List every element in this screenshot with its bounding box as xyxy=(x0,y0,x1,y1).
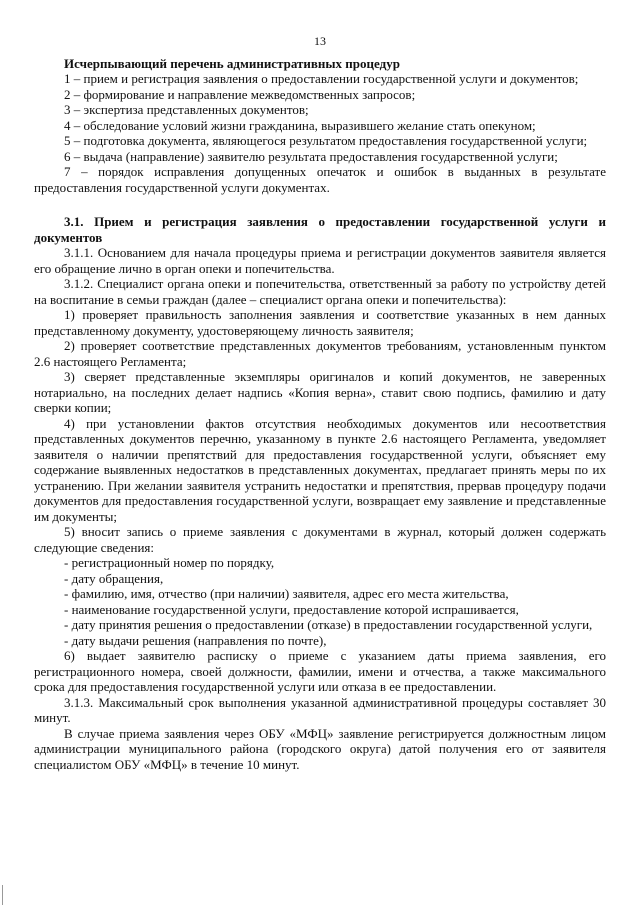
step-item: 1) проверяет правильность заполнения заявления и соответствие указанных в нем данных представленному документу, удостоверяющему личность заявителя; xyxy=(34,307,606,338)
procedure-item: 3 – экспертиза представленных документов; xyxy=(64,102,309,117)
journal-item: - регистрационный номер по порядку, xyxy=(64,555,275,570)
step-item-6: 6) выдает заявителю расписку о приеме с указанием даты приема заявления, его регистрационного номера, своей должности, фамилии, имени и отчества, а также максимального срока для предоставления государственной услуги или отказа в ее предоставлении. xyxy=(34,648,606,694)
scan-edge-mark xyxy=(2,885,3,905)
paragraph-mfc: В случае приема заявления через ОБУ «МФЦ» заявление регистрируется должностным лицом администрации муниципального района (городского округа) датой получения его от заявителя специалистом ОБУ «МФЦ» в течение 10 минут. xyxy=(34,725,606,772)
procedure-item: 7 – порядок исправления допущенных опечаток и ошибок в выданных в результате предоставления государственной услуги документах. xyxy=(34,164,606,195)
step-item: 4) при установлении фактов отсутствия необходимых документов или несоответствия представленных документов перечню, указанному в пункте 2.6 настоящего Регламента, уведомляет заявителя о наличии препятствий для предоставления государственной услуги, объясняет ему содержание выявленных недостатков в представленных документах, предлагает принять меры по их устранению. При желании заявителя устранить недостатки и препятствия, прервав процедуру подачи документов для предоставления государственной услуги, возвращает ему заявление и представленные им документы; xyxy=(34,415,606,524)
journal-item: - фамилию, имя, отчество (при наличии) заявителя, адрес его места жительства, xyxy=(64,586,509,601)
journal-item: - дату выдачи решения (направления по почте), xyxy=(64,632,327,648)
procedure-item: 5 – подготовка документа, являющегося результатом предоставления государственной услуги; xyxy=(64,133,588,148)
paragraph-3-1-3: 3.1.3. Максимальный срок выполнения указанной административной процедуры составляет 30 минут. xyxy=(34,694,606,725)
step-item: 5) вносит запись о приеме заявления с документами в журнал, который должен содержать следующие сведения: xyxy=(34,524,606,555)
procedure-item: 1 – прием и регистрация заявления о предоставлении государственной услуги и документов; xyxy=(64,71,579,86)
paragraph-3-1-2: 3.1.2. Специалист органа опеки и попечительства, ответственный за работу по устройству детей на воспитание в семьи граждан (далее – специалист органа опеки и попечительства): xyxy=(34,276,606,307)
page-number: 13 xyxy=(314,34,326,48)
procedure-item: 2 – формирование и направление межведомственных запросов; xyxy=(64,86,416,102)
step-item: 3) сверяет представленные экземпляры оригиналов и копий документов, не заверенных нотариально, на последних делает надпись «Копия верна», ставит свою подпись, фамилию и дату сверки копии; xyxy=(34,369,606,415)
section-title-3-1: 3.1. Прием и регистрация заявления о предоставлении государственной услуги и документов xyxy=(34,214,606,245)
section-title-procedures: Исчерпывающий перечень административных процедур xyxy=(64,55,400,71)
step-item: 2) проверяет соответствие представленных документов требованиям, установленным пунктом 2.6 настоящего Регламента; xyxy=(34,338,606,369)
spacer xyxy=(34,195,606,214)
journal-item: - дату обращения, xyxy=(64,570,164,586)
paragraph-3-1-1: 3.1.1. Основанием для начала процедуры приема и регистрации документов заявителя является его обращение лично в орган опеки и попечительства. xyxy=(34,245,606,276)
procedure-item: 6 – выдача (направление) заявителю результата предоставления государственной услуги; xyxy=(64,148,558,164)
journal-item: - дату принятия решения о предоставлении (отказе) в предоставлении государственной услуги, xyxy=(64,617,593,632)
journal-item: - наименование государственной услуги, предоставление которой испрашивается, xyxy=(64,601,519,617)
procedure-item: 4 – обследование условий жизни гражданина, выразившего желание стать опекуном; xyxy=(64,117,536,133)
